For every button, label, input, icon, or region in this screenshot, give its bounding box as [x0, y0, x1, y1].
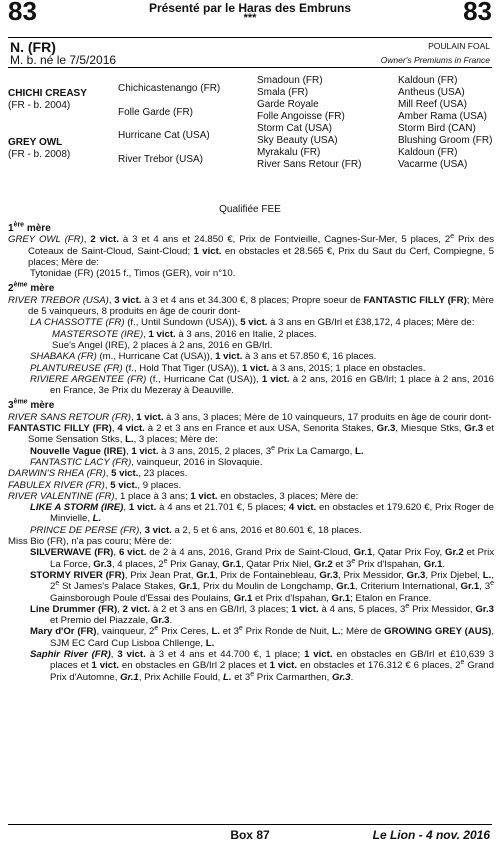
pedigree-g2: Folle Garde (FR) [118, 107, 194, 118]
catalogue-body [8, 223, 494, 683]
pedigree-g4: Storm Bird (CAN) [398, 123, 476, 134]
pedigree-g4: Mill Reef (USA) [398, 99, 467, 110]
produce-entry: Sue's Angel (IRE), 2 places à 2 ans, 2016 en GB/Irl. [52, 339, 273, 351]
stars: *** [243, 12, 257, 24]
divider [8, 67, 492, 68]
pedigree-g4: Amber Rama (USA) [398, 111, 487, 122]
pedigree-g3: Sky Beauty (USA) [257, 135, 338, 146]
produce-entry: SILVERWAVE (FR), 6 vict. de 2 à 4 ans, 2016, Grand Prix de Saint-Cloud, Gr.1, Qatar Prix Foy, Gr.2 et Prix La Force, Gr.3, 4 places, 2e Prix Ganay, Gr.1, Qatar Prix Niel, Gr.2 et 3e Prix d'Ispahan, Gr.1. [30, 547, 494, 570]
produce-entry: Miss Bio (FR), n'a pas couru; Mère de: [8, 536, 172, 548]
section-title: 3ème mère [8, 399, 55, 412]
presenter: Présenté par le Haras des Embruns [148, 1, 352, 15]
horse-category: POULAIN FOAL [428, 41, 490, 51]
produce-entry: PRINCE DE PERSE (FR), 3 vict. a 2, 5 et 6 ans, 2016 et 80.601 €, 18 places. [30, 524, 362, 536]
pedigree-g4: Kaldoun (FR) [398, 75, 458, 86]
section-title: 2ème mère [8, 282, 55, 295]
pedigree-g3: Folle Angoisse (FR) [257, 111, 345, 122]
section-title: 1ère mère [8, 221, 51, 234]
produce-entry: FANTASTIC LACY (FR), vainqueur, 2016 in Slovaquie. [30, 456, 263, 468]
pedigree-g4: Blushing Groom (FR) [398, 135, 493, 146]
pedigree-g2: Hurricane Cat (USA) [118, 130, 210, 141]
lot-number-left: 83 [8, 0, 37, 26]
produce-entry: LA CHASSOTTE (FR) (f., Until Sundown (USA)), 5 vict. à 3 ans en GB/Irl et £38,172, 4 places; Mère de: [30, 317, 475, 329]
pedigree-g4: Antheus (USA) [398, 87, 465, 98]
divider [8, 37, 492, 38]
pedigree-g3: Storm Cat (USA) [257, 123, 333, 134]
box-number: Box 87 [230, 828, 270, 842]
section-heading [8, 400, 494, 411]
pedigree-g3: River Sans Retour (FR) [257, 159, 362, 170]
produce-entry: Nouvelle Vague (IRE), 1 vict. à 3 ans, 2015, 2 places, 3e Prix La Camargo, L. [30, 444, 364, 457]
produce-entry: RIVER VALENTINE (FR), 1 place à 3 ans; 1 vict. en obstacles, 3 places; Mère de: [8, 490, 359, 502]
pedigree-g3: Smala (FR) [257, 87, 309, 98]
sire-info: (FR - b. 2004) [8, 100, 71, 111]
produce-entry: STORMY RIVER (FR), Prix Jean Prat, Gr.1, Prix de Fontainebleau, Gr.3, Prix Messidor, Gr.3, Prix Djebel, L., 2e St James's Palace Stakes, Gr.1, Prix du Moulin de Longchamp, Gr.1, Criterium International, Gr.1, 3e Gainsborough Poule d'Essai des Poulains, Gr.1 et Prix d'Ispahan, Gr.1; Etalon en France. [30, 569, 494, 604]
sale-name: Le Lion - 4 nov. 2016 [372, 828, 490, 842]
divider [8, 824, 492, 825]
dam-info: (FR - b. 2008) [8, 149, 71, 160]
pedigree-g4: Kaldoun (FR) [398, 147, 458, 158]
dam-name: GREY OWL [8, 137, 63, 148]
pedigree-g4: Vacarme (USA) [398, 159, 468, 170]
produce-entry: PLANTUREUSE (FR) (f., Hold That Tiger (USA)), 1 vict. à 3 ans, 2015; 1 place en obstacles. [30, 362, 426, 374]
pedigree-g3: Smadoun (FR) [257, 75, 323, 86]
produce-entry: RIVIERE ARGENTEE (FR) (f., Hurricane Cat (USA)), 1 vict. à 2 ans, 2016 en GB/Irl; 1 place à 2 ans, 2016 en France, 3e Prix du Mezeray à Deauville. [30, 373, 495, 397]
produce-entry: Line Drummer (FR), 2 vict. à 2 et 3 ans en GB/Irl, 3 places; 1 vict. à 4 ans, 5 places, 3e Prix Messidor, Gr.3 et Premio del Piazzale, Gr.3. [30, 602, 495, 627]
produce-entry: Mary d'Or (FR), vainqueur, 2e Prix Ceres, L. et 3e Prix Ronde de Nuit, L.; Mère de GROWING GREY (AUS), SJM EC Card Cup Lisboa Chllenge, L. [30, 625, 494, 649]
dam-entry: RIVER SANS RETOUR (FR), 1 vict. à 3 ans, 3 places; Mère de 10 vainqueurs, 17 produits en âge de courir dont- [8, 411, 492, 423]
produce-entry: MASTERSOTE (IRE), 1 vict. à 3 ans, 2016 en Italie, 2 places. [52, 328, 317, 340]
produce-entry: FANTASTIC FILLY (FR), 4 vict. à 2 et 3 ans en France et aux USA, Senorita Stakes, Gr.3, Miesque Stks, Gr.3 et Some Sensation Stks, L., 3 places; Mère de: [8, 423, 495, 446]
produce-entry: Saphir River (FR), 3 vict. à 3 et 4 ans et 44.700 €, 1 place; 1 vict. en obstacles en GB/Irl et £10,639 3 places et 1 vict. en obstacles en GB/Irl 2 places et 1 vict. en obstacles et 176.312 € 6 places, 2e Grand Prix d'Automne, Gr.1, Prix Achille Fould, L. et 3e Prix Carmarthen, Gr.3. [30, 648, 494, 683]
produce-entry: SHABAKA (FR) (m., Hurricane Cat (USA)), 1 vict. à 3 ans et 57.850 €, 16 places. [30, 351, 377, 363]
dam-entry: RIVER TREBOR (USA), 3 vict. à 3 et 4 ans et 34.300 €, 8 places; Propre soeur de FANTASTIC FILLY (FR); Mère de 5 vainqueurs, 8 produits en âge de courir dont- [8, 294, 494, 318]
pedigree-g2: River Trebor (USA) [118, 154, 204, 165]
pedigree-g3: Myrakalu (FR) [257, 147, 321, 158]
qualification: Qualifiée FEE [219, 204, 281, 215]
page-header [0, 0, 500, 40]
dam-entry: GREY OWL (FR), 2 vict. à 3 et 4 ans et 24.850 €, Prix de Fontvieille, Cagnes-Sur-Mer, 5 places, 2e Prix des Coteaux de Saint-Cloud, Saint-Cloud; 1 vict. en obstacles et 28.565 €, Prix du Saut du Cerf, Compiegne, 5 places; Mère de: [8, 233, 494, 268]
produce-entry: DARWIN'S RHEA (FR), 5 vict., 23 places. [8, 468, 188, 480]
owner-premium: Owner's Premiums in France [380, 55, 490, 65]
section-heading [8, 283, 494, 294]
produce-entry: LIKE A STORM (IRE), 1 vict. à 4 ans et 21.701 €, 5 places; 4 vict. en obstacles et 179.620 €, Prix Roger de Minvielle, L. [30, 502, 494, 525]
section-heading [8, 223, 494, 234]
produce-entry: FABULEX RIVER (FR), 5 vict., 9 places. [8, 479, 182, 491]
sire-name: CHICHI CREASY [8, 88, 87, 99]
pedigree [8, 75, 494, 192]
pedigree-g3: Garde Royale [257, 99, 319, 110]
pedigree-g2: Chichicastenango (FR) [118, 83, 221, 94]
lot-number-right: 83 [463, 0, 492, 26]
horse-name: N. (FR) [10, 39, 56, 55]
horse-born: M. b. né le 7/5/2016 [10, 53, 117, 67]
produce-entry: Tytonidae (FR) (2015 f., Timos (GER), voir n°10. [30, 268, 236, 280]
